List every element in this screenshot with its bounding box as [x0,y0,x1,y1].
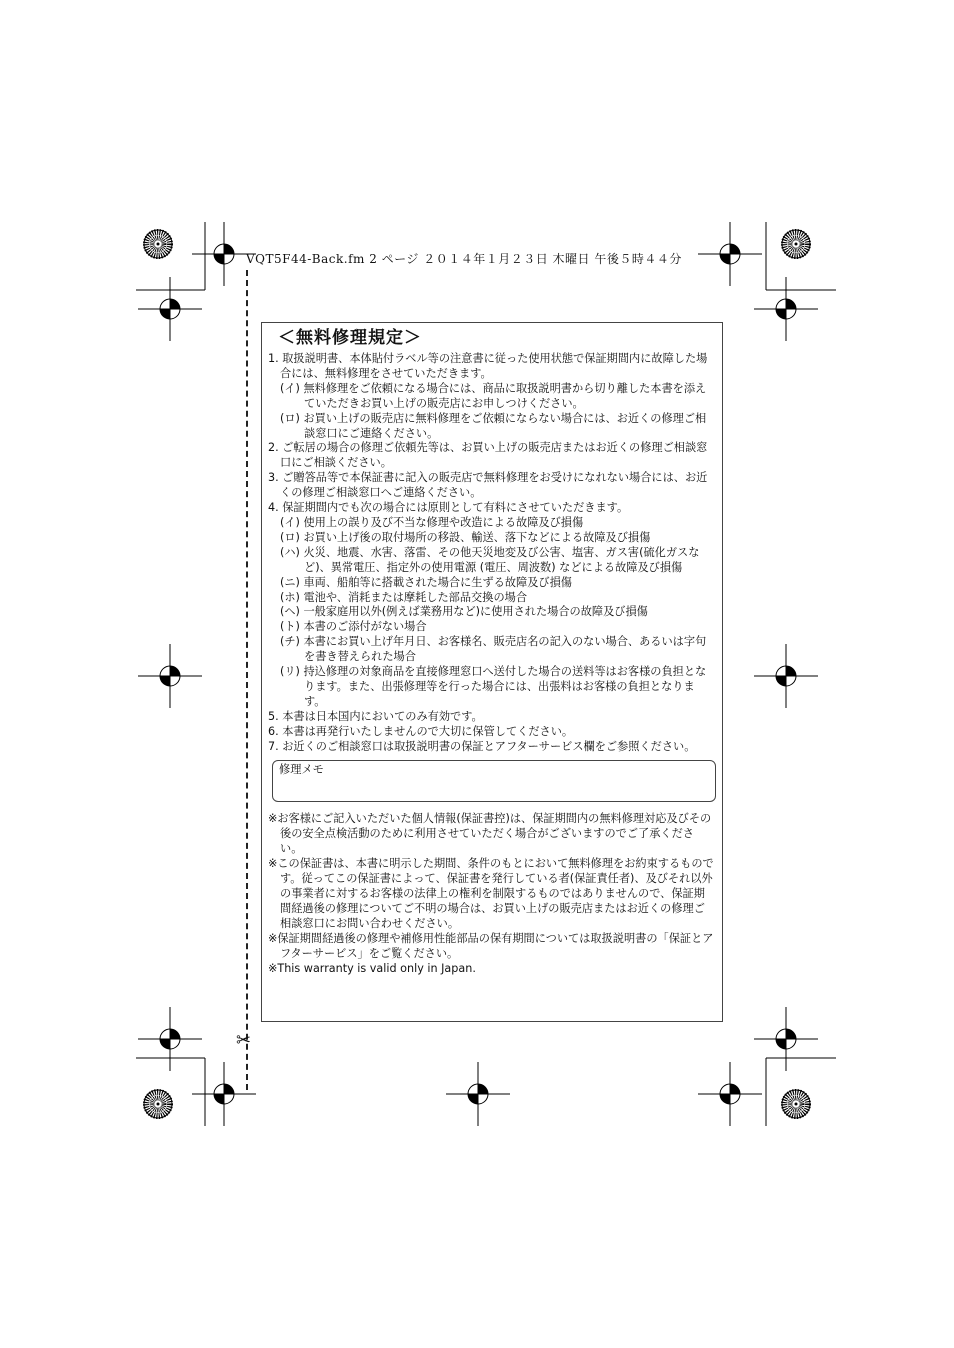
term-line: (ニ) 車両、船舶等に搭載された場合に生ずる故障及び損傷 [280,575,572,589]
term-line: (ロ) お買い上げの販売店に無料修理をご依頼にならない場合には、お近くの修理ご相談窓口にご連絡ください。 [280,411,707,440]
term-line: 2. ご転居の場合の修理ご依頼先等は、お買い上げの販売店またはお近くの修理ご相談窓口にご相談ください。 [268,441,708,470]
term-line: 3. ご贈答品等で本保証書に記入の販売店で無料修理をお受けになれない場合には、お近くの修理ご相談窓口へご連絡ください。 [268,471,708,500]
print-file-header: VQT5F44-Back.fm 2 ページ ２０１４年１月２３日 木曜日 午後５時４４分 [246,252,682,266]
term-line: 5. 本書は日本国内においてのみ有効です。 [268,709,483,723]
repair-terms [268,352,716,754]
note-line: ※保証期間経過後の修理や補修用性能部品の保有期間については取扱説明書の「保証とアフターサービス」をご覧ください。 [268,931,714,960]
term-line: (ト) 本書のご添付がない場合 [280,620,427,634]
term-line: 7. お近くのご相談窓口は取扱説明書の保証とアフターサービス欄をご参照ください。 [268,739,696,753]
repair-memo-box [272,760,716,802]
note-line: ※This warranty is valid only in Japan. [268,961,476,975]
warranty-card [261,322,723,1022]
note-line: ※お客様にご記入いただいた個人情報(保証書控)は、保証期間内の無料修理対応及びその後の安全点検活動のために利用させていただく場合がございますのでご了承ください。 [268,812,712,856]
term-line: (ハ) 火災、地震、水害、落雷、その他天災地変及び公害、塩害、ガス害(硫化ガスなど)、異常電圧、指定外の使用電源 (電圧、周波数) などによる故障及び損傷 [280,545,700,574]
card-title: ＜無料修理規定＞ [278,328,422,348]
term-line: (ロ) お買い上げ後の取付場所の移設、輸送、落下などによる故障及び損傷 [280,530,651,544]
term-line: (ヘ) 一般家庭用以外(例えば業務用など)に使用された場合の故障及び損傷 [280,605,648,619]
term-line: (イ) 使用上の誤り及び不当な修理や改造による故障及び損傷 [280,515,584,529]
term-line: (イ) 無料修理をご依頼になる場合には、商品に取扱説明書から切り離した本書を添えていただきお買い上げの販売店にお申しつけください。 [280,381,707,410]
scissors-icon: ✂ [236,1030,252,1051]
cut-line [246,270,248,1090]
term-line: 6. 本書は再発行いたしませんので大切に保管してください。 [268,724,574,738]
notes [268,812,716,976]
term-line: (リ) 持込修理の対象商品を直接修理窓口へ送付した場合の送料等はお客様の負担となります。また、出張修理等を行った場合には、出張料はお客様の負担となります。 [280,665,707,708]
term-line: (チ) 本書にお買い上げ年月日、お客様名、販売店名の記入のない場合、あるいは字句を書き替えられた場合 [280,635,707,664]
term-line: 4. 保証期間内でも次の場合には原則として有料にさせていただきます。 [268,501,629,515]
note-line: ※この保証書は、本書に明示した期間、条件のもとにおいて無料修理をお約束するものです。従ってこの保証書によって、保証書を発行している者(保証責任者)、及びそれ以外の事業者に対するお客様の法律上の権利を制限するものではありませんので、保証期間経過後の修理についてご不明の場合は、お買い上げの販売店またはお近くの修理ご相談窓口にお問い合わせください。 [268,857,714,930]
memo-label: 修理メモ [279,763,324,777]
term-line: (ホ) 電池や、消耗または摩耗した部品交換の場合 [280,590,528,604]
term-line: 1. 取扱説明書、本体貼付ラベル等の注意書に従った使用状態で保証期間内に故障した場合には、無料修理をさせていただきます。 [268,352,708,380]
